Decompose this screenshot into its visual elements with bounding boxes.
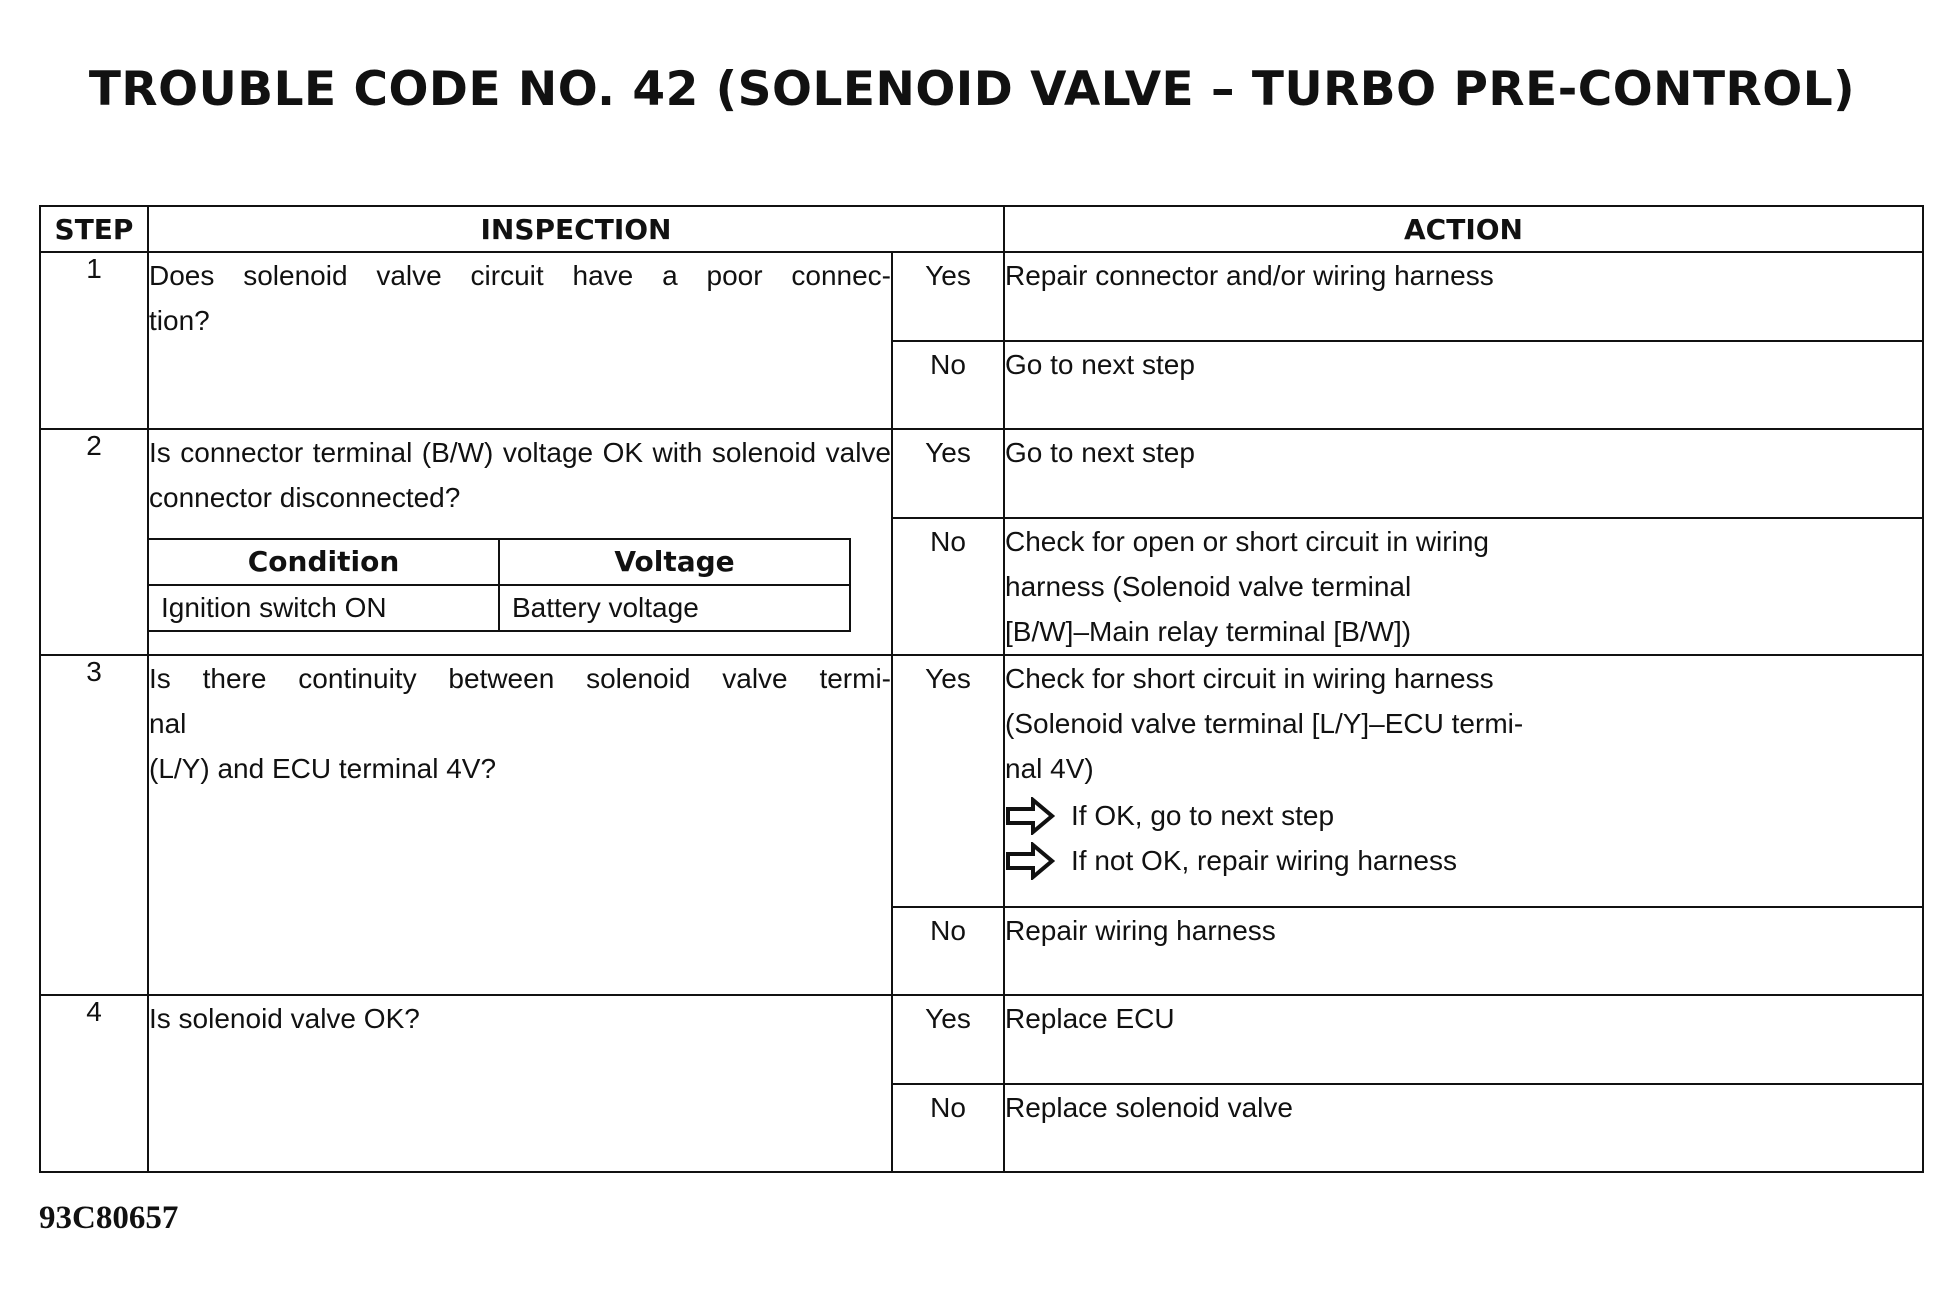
step-number: 3 bbox=[40, 655, 148, 995]
inspection-text: Does solenoid valve circuit have a poor connec- tion? bbox=[148, 252, 892, 429]
table-row bbox=[40, 252, 1923, 340]
page-title: TROUBLE CODE NO. 42 (SOLENOID VALVE – TURBO PRE-CONTROL) bbox=[88, 62, 1856, 117]
header-action: ACTION bbox=[1004, 206, 1923, 252]
action-text: Repair connector and/or wiring harness bbox=[1004, 252, 1923, 340]
action-text: Replace ECU bbox=[1004, 995, 1923, 1083]
condition-value: Ignition switch ON bbox=[148, 585, 499, 631]
header-step: STEP bbox=[40, 206, 148, 252]
table-header-row bbox=[40, 206, 1923, 252]
no-label: No bbox=[892, 341, 1004, 429]
if-ok-text: If OK, go to next step bbox=[1071, 800, 1335, 832]
action-text: Repair wiring harness bbox=[1004, 907, 1923, 995]
yes-label: Yes bbox=[892, 995, 1004, 1083]
action-text: Check for open or short circuit in wiring harness (Solenoid valve terminal [B/W]–Main relay terminal [B/W]) bbox=[1004, 518, 1923, 656]
header-inspection: INSPECTION bbox=[148, 206, 1004, 252]
yes-label: Yes bbox=[892, 655, 1004, 906]
table-row bbox=[40, 995, 1923, 1083]
step-number: 4 bbox=[40, 995, 148, 1172]
inspection-text: Is connector terminal (B/W) voltage OK with solenoid valve connector disconnected? bbox=[149, 437, 891, 514]
inspection-text: Is there continuity between solenoid valve termi- nal (L/Y) and ECU terminal 4V? bbox=[148, 655, 892, 995]
action-text: Go to next step bbox=[1004, 429, 1923, 517]
if-ok-line bbox=[1005, 793, 1922, 838]
inspection-cell bbox=[148, 429, 892, 655]
right-arrow-icon bbox=[1005, 842, 1055, 880]
condition-table bbox=[147, 538, 851, 632]
action-text: Check for short circuit in wiring harness (Solenoid valve terminal [L/Y]–ECU termi- nal 4V) If OK, go to next step If not OK, repair wiring harness bbox=[1004, 655, 1923, 906]
voltage-value: Battery voltage bbox=[499, 585, 850, 631]
condition-header: Condition bbox=[148, 539, 499, 585]
no-label: No bbox=[892, 1084, 1004, 1173]
diagnostic-table bbox=[39, 205, 1924, 1173]
yes-label: Yes bbox=[892, 252, 1004, 340]
yes-label: Yes bbox=[892, 429, 1004, 517]
inspection-text-cont: tion? bbox=[149, 305, 210, 337]
if-not-ok-text: If not OK, repair wiring harness bbox=[1071, 845, 1457, 877]
action-text: Go to next step bbox=[1004, 341, 1923, 429]
figure-id: 93C80657 bbox=[39, 1200, 179, 1236]
step-number: 1 bbox=[40, 252, 148, 429]
right-arrow-icon bbox=[1005, 797, 1055, 835]
inspection-text: Is solenoid valve OK? bbox=[148, 995, 892, 1172]
if-not-ok-line bbox=[1005, 838, 1922, 883]
voltage-header: Voltage bbox=[499, 539, 850, 585]
no-label: No bbox=[892, 907, 1004, 995]
table-row bbox=[40, 429, 1923, 517]
table-row bbox=[40, 655, 1923, 906]
action-text: Replace solenoid valve bbox=[1004, 1084, 1923, 1173]
no-label: No bbox=[892, 518, 1004, 656]
step-number: 2 bbox=[40, 429, 148, 655]
